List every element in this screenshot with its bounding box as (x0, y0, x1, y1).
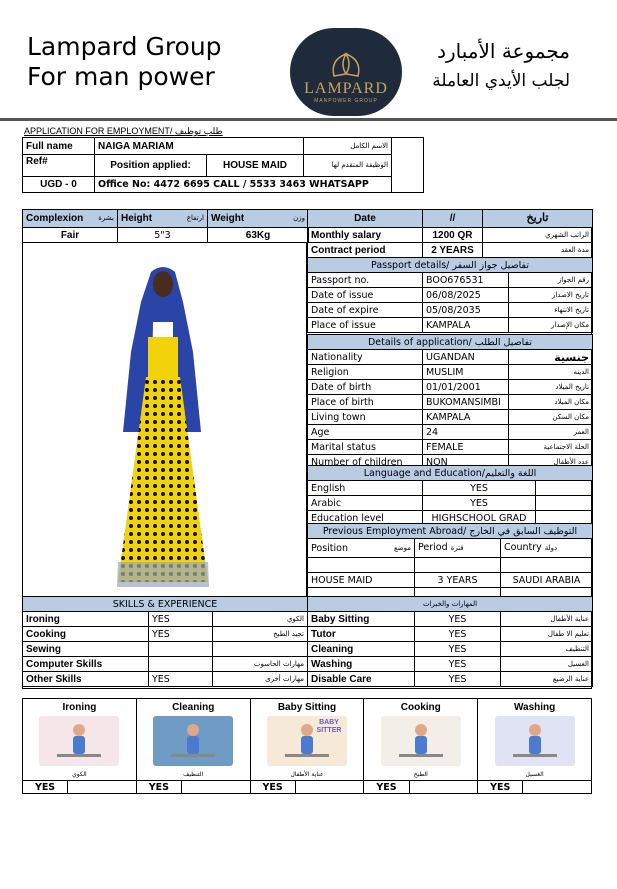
company-line1: Lampard Group (27, 32, 222, 61)
detail-ar: الدينه (509, 365, 593, 380)
passport-value: BOO676531 (423, 273, 509, 288)
detail-label: Religion (308, 365, 423, 380)
ref-label: Ref# (23, 155, 95, 177)
detail-value: BUKOMANSIMBI (423, 395, 509, 410)
skills-title: SKILLS & EXPERIENCE (23, 597, 308, 612)
table-row (308, 440, 593, 455)
skill-left-ar: الكوي (213, 612, 308, 627)
detail-ar: جنسية (509, 350, 593, 365)
company-ar-line1: مجموعة الأمبارد (437, 39, 570, 63)
physical-table (22, 209, 309, 243)
skill-card-cleaning (136, 699, 250, 794)
detail-value: KAMPALA (423, 410, 509, 425)
skill-card-value: YES (364, 781, 409, 793)
skill-right-label: Washing (308, 657, 415, 672)
skill-illustration (39, 716, 119, 766)
skill-left-value (149, 657, 213, 672)
height-value: 5"3 (118, 228, 208, 243)
language-label: Education level (308, 511, 423, 526)
skill-card-ar: الكوي (72, 771, 87, 778)
skill-illustration (495, 716, 575, 766)
skill-illustration (153, 716, 233, 766)
employment-title: Previous Employment Abroad/ التوظيف السابق في الخارج (308, 524, 593, 539)
skill-card-title: Washing (513, 702, 556, 713)
skill-right-ar: الغسيل (501, 657, 593, 672)
language-extra (536, 496, 593, 511)
applicant-photo (22, 242, 307, 596)
detail-label: Marital status (308, 440, 423, 455)
full-name-value: NAIGA MARIAM (95, 138, 304, 155)
skill-card-ar: التنظيف (183, 771, 204, 778)
skill-right-value: YES (415, 657, 501, 672)
salary-label: Monthly salary (308, 228, 423, 243)
form-title: APPLICATION FOR EMPLOYMENT/ طلب توظيف (24, 126, 223, 136)
period-value: 2 YEARS (423, 243, 483, 258)
language-value: HIGHSCHOOL GRAD (423, 511, 536, 526)
date-ar: تاريخ (483, 210, 593, 228)
position-label: Position applied: (95, 155, 207, 177)
table-row (308, 273, 593, 288)
language-extra (536, 481, 593, 496)
period-ar: مدة العقد (483, 243, 593, 258)
header-divider (0, 118, 617, 121)
language-table (307, 465, 593, 526)
date-label: Date (308, 210, 423, 228)
company-name-ar (420, 36, 570, 96)
skill-card-ironing (23, 699, 137, 794)
language-title: Language and Education/اللغة والتعليم (308, 466, 593, 481)
complexion-value: Fair (23, 228, 118, 243)
skill-left-label: Sewing (23, 642, 149, 657)
detail-value: FEMALE (423, 440, 509, 455)
passport-ar: رقم الجواز (509, 273, 593, 288)
contract-table (307, 209, 593, 258)
company-name-en (27, 32, 222, 92)
skill-card-ar: الطبخ (413, 771, 428, 778)
skill-left-value (149, 642, 213, 657)
skill-card-cooking (364, 699, 478, 794)
table-row (308, 481, 593, 496)
detail-ar: العمر (509, 425, 593, 440)
skill-card-ar: عناية الأطفال (290, 771, 324, 778)
table-row (308, 303, 593, 318)
detail-ar: مكان السكن (509, 410, 593, 425)
details-title: Details of application/ تفاصيل الطلب (308, 335, 593, 350)
skill-left-ar: مهارات أخرى (213, 672, 308, 687)
skill-card-washing (478, 699, 592, 794)
emp-period: 3 YEARS (415, 573, 501, 588)
complexion-ar: بشرة (98, 214, 114, 222)
details-table (307, 334, 593, 470)
skill-right-label: Cleaning (308, 642, 415, 657)
detail-value: UGANDAN (423, 350, 509, 365)
skill-left-ar: تجيد الطبخ (213, 627, 308, 642)
emp-period-ar: فترة (450, 544, 464, 552)
skill-card-title: Cleaning (172, 702, 215, 713)
height-ar: ارتفاع (186, 214, 204, 222)
skill-illustration (381, 716, 461, 766)
skill-right-value: YES (415, 612, 501, 627)
emp-position-ar: موضع (393, 543, 411, 552)
applicant-table (22, 137, 424, 193)
skill-card-value: YES (23, 781, 68, 793)
detail-ar: عدد الأطفال (509, 455, 593, 470)
skill-right-value: YES (415, 672, 501, 687)
skill-card-title: Baby Sitting (277, 702, 337, 713)
passport-ar: مكان الإصدار (509, 318, 593, 333)
emp-country-ar: دولة (544, 544, 558, 552)
date-value[interactable]: // (423, 210, 483, 228)
skills-gallery (22, 698, 592, 794)
skill-right-ar: عناية الرضيع (501, 672, 593, 687)
emp-period-label: Period (418, 542, 448, 553)
language-label: English (308, 481, 423, 496)
skill-right-ar: تعليم الا طفال (501, 627, 593, 642)
salary-value: 1200 QR (423, 228, 483, 243)
detail-ar: تاريخ الميلاد (509, 380, 593, 395)
language-label: Arabic (308, 496, 423, 511)
weight-value: 63Kg (208, 228, 309, 243)
skills-table (22, 596, 593, 687)
company-ar-line2: لجلب الأيدي العاملة (432, 71, 570, 91)
table-row (308, 380, 593, 395)
salary-ar: الراتب الشهري (483, 228, 593, 243)
skill-right-ar: عناية الأطفال (501, 612, 593, 627)
table-row (308, 318, 593, 333)
baby-sitter-sign: BABY SITTER (316, 719, 342, 734)
table-row (308, 365, 593, 380)
height-label: Height (121, 213, 153, 224)
skill-right-value: YES (415, 642, 501, 657)
weight-label: Weight (211, 213, 245, 224)
skill-right-label: Tutor (308, 627, 415, 642)
passport-value: 06/08/2025 (423, 288, 509, 303)
company-logo (290, 28, 402, 116)
skill-left-value: YES (149, 672, 213, 687)
language-value: YES (423, 481, 536, 496)
language-value: YES (423, 496, 536, 511)
weight-ar: وزن (293, 214, 305, 222)
full-name-label: Full name (23, 138, 95, 155)
skill-right-label: Disable Care (308, 672, 415, 687)
hands-dove-icon (326, 46, 366, 80)
skill-left-value: YES (149, 612, 213, 627)
skill-card-value: YES (251, 781, 296, 793)
passport-table (307, 257, 593, 333)
passport-ar: تاريخ الاصدار (509, 288, 593, 303)
full-name-ar: الاسم الكامل (304, 138, 392, 155)
detail-label: Place of birth (308, 395, 423, 410)
passport-ar: تاريخ الانتهاء (509, 303, 593, 318)
skill-left-ar: مهارات الحاسوب (213, 657, 308, 672)
skill-left-value: YES (149, 627, 213, 642)
table-row (23, 672, 593, 687)
passport-value: KAMPALA (423, 318, 509, 333)
table-row (308, 350, 593, 365)
skill-left-label: Computer Skills (23, 657, 149, 672)
ref-value: UGD - 0 (23, 177, 95, 193)
period-label: Contract period (308, 243, 423, 258)
passport-label: Passport no. (308, 273, 423, 288)
skill-card-ar: الغسيل (525, 771, 544, 778)
detail-ar: الحلة الاجتماعية (509, 440, 593, 455)
table-row (308, 410, 593, 425)
office-contact: Office No: 4472 6695 CALL / 5533 3463 WHATSAPP (95, 177, 392, 193)
detail-value: 01/01/2001 (423, 380, 509, 395)
skill-left-ar (213, 642, 308, 657)
detail-label: Date of birth (308, 380, 423, 395)
skill-right-ar: التنظيف (501, 642, 593, 657)
skill-card-value: YES (478, 781, 523, 793)
passport-title: Passport details/ تفاصيل جواز السفر (308, 258, 593, 273)
passport-value: 05/08/2035 (423, 303, 509, 318)
table-row (308, 425, 593, 440)
emp-country-label: Country (504, 542, 542, 553)
skill-right-label: Baby Sitting (308, 612, 415, 627)
table-row (23, 642, 593, 657)
detail-value: MUSLIM (423, 365, 509, 380)
logo-text: LAMPARD (304, 80, 388, 97)
skill-left-label: Cooking (23, 627, 149, 642)
employment-table (307, 523, 593, 603)
detail-label: Age (308, 425, 423, 440)
detail-label: Nationality (308, 350, 423, 365)
skill-card-value: YES (137, 781, 182, 793)
table-row (308, 496, 593, 511)
skill-right-value: YES (415, 627, 501, 642)
emp-country: SAUDI ARABIA (501, 573, 593, 588)
table-row (23, 657, 593, 672)
table-row (23, 627, 593, 642)
detail-value: NON (423, 455, 509, 470)
logo-subtext: MANPOWER GROUP (314, 98, 378, 104)
detail-ar: مكان الميلاد (509, 395, 593, 410)
passport-label: Place of issue (308, 318, 423, 333)
position-ar: الوظيفة المتقدم لها (304, 155, 392, 177)
skill-left-label: Other Skills (23, 672, 149, 687)
passport-label: Date of expire (308, 303, 423, 318)
skill-card-title: Ironing (62, 702, 97, 713)
table-row (23, 612, 593, 627)
skills-title-ar: المهارات والخبرات (308, 597, 593, 612)
detail-label: Number of children (308, 455, 423, 470)
skill-illustration (267, 716, 347, 766)
skill-card-title: Cooking (400, 702, 441, 713)
emp-position: HOUSE MAID (308, 573, 415, 588)
company-line2: For man power (27, 62, 215, 91)
skill-left-label: Ironing (23, 612, 149, 627)
detail-label: Living town (308, 410, 423, 425)
table-row (308, 288, 593, 303)
detail-value: 24 (423, 425, 509, 440)
position-value: HOUSE MAID (207, 155, 304, 177)
passport-label: Date of issue (308, 288, 423, 303)
table-row (308, 395, 593, 410)
skill-card-baby-sitting (250, 699, 364, 794)
emp-position-label: Position (311, 542, 348, 554)
complexion-label: Complexion (26, 213, 84, 224)
